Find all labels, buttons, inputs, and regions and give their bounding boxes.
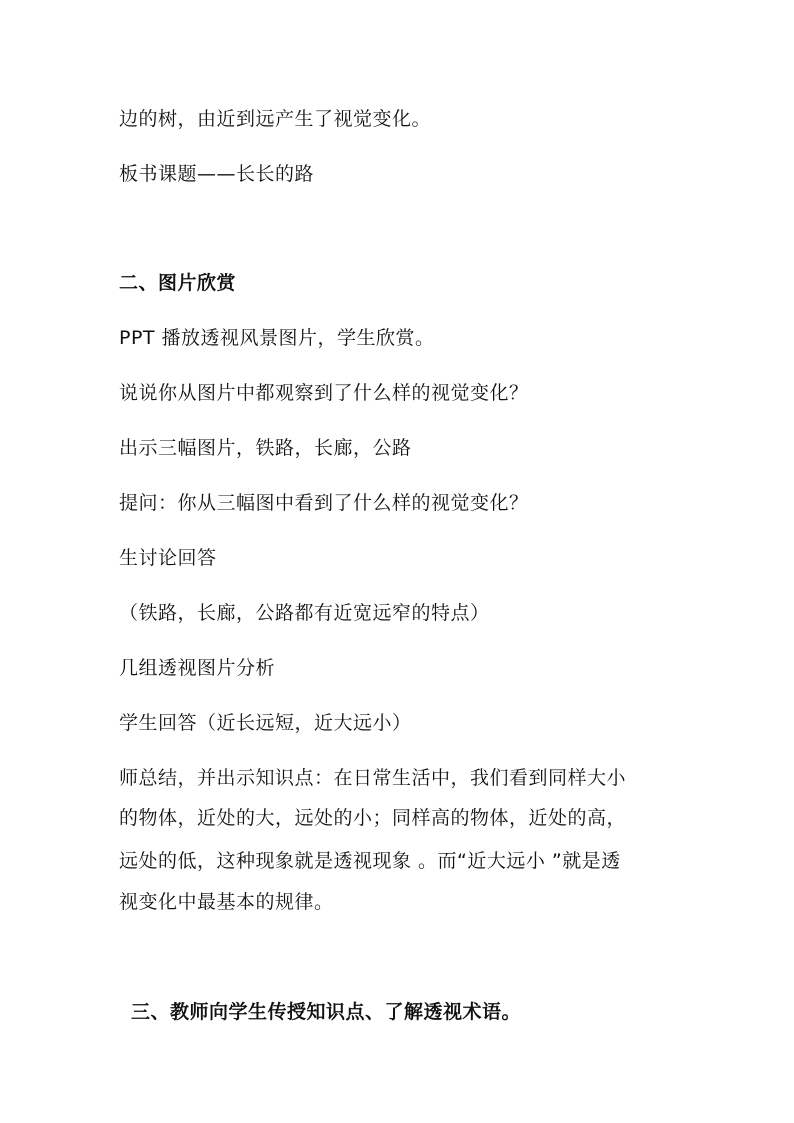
summary-line: 师总结，并出示知识点：在日常生活中，我们看到同样大小 (119, 767, 627, 789)
summary-line: 的物体，近处的大，远处的小；同样高的物体，近处的高， (119, 807, 627, 829)
paragraph: 提问：你从三幅图中看到了什么样的视觉变化？ (119, 492, 529, 514)
paragraph: 出示三幅图片，铁路，长廊，公路 (119, 437, 412, 459)
section-heading: 二、图片欣赏 (119, 272, 237, 294)
text-line: 板书课题——长长的路 (119, 163, 315, 185)
paragraph: （铁路，长廊，公路都有近宽远窄的特点） (119, 602, 490, 624)
paragraph: 说说你从图片中都观察到了什么样的视觉变化？ (119, 382, 529, 404)
section-heading: 三、教师向学生传授知识点、了解透视术语。 (131, 1001, 522, 1023)
paragraph: 学生回答（近长远短，近大远小） (119, 712, 412, 734)
paragraph: PPT 播放透视风景图片，学生欣赏。 (119, 327, 435, 349)
paragraph: 生讨论回答 (119, 547, 217, 569)
summary-line: 远处的低，这种现象就是透视现象 。而“近大远小 ”就是透 (119, 850, 621, 872)
paragraph: 几组透视图片分析 (119, 657, 276, 679)
text-line: 边的树，由近到远产生了视觉变化。 (119, 108, 432, 130)
summary-line: 视变化中最基本的规律。 (119, 891, 334, 913)
